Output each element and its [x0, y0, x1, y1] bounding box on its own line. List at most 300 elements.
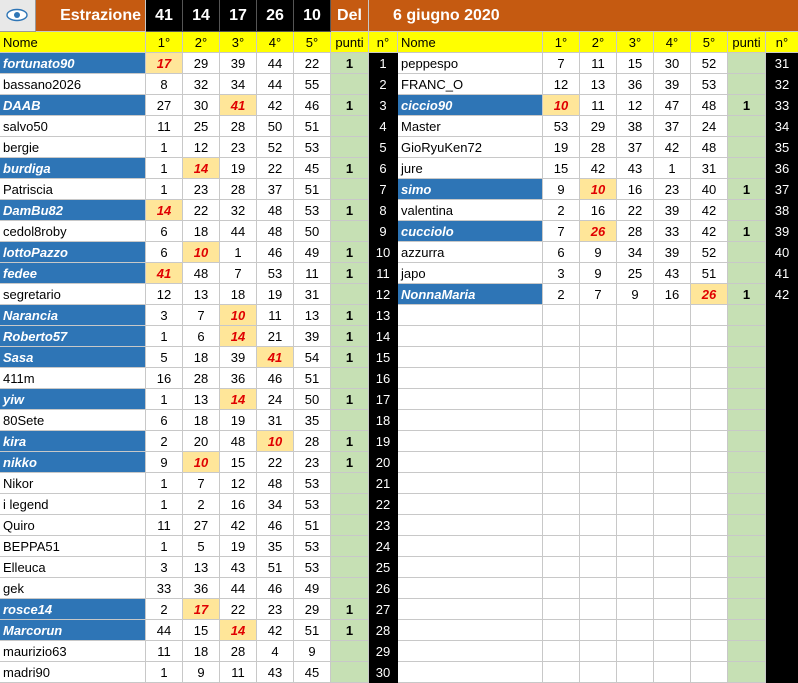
right-empty-cell	[691, 599, 728, 620]
estrazione-label: Estrazione	[36, 0, 146, 32]
player-name: valentina	[398, 200, 543, 221]
player-name: Patriscia	[0, 179, 146, 200]
number-cell: 1	[146, 662, 183, 683]
number-cell: 12	[220, 473, 257, 494]
right-empty-cell	[543, 347, 580, 368]
right-empty-cell	[691, 578, 728, 599]
table-row	[0, 242, 798, 263]
winning-number-cell: 41	[257, 347, 294, 368]
right-empty-name	[398, 515, 543, 536]
right-empty-cell	[580, 389, 617, 410]
player-name: salvo50	[0, 116, 146, 137]
right-empty-cell	[691, 389, 728, 410]
punti-cell	[331, 410, 369, 431]
row-index: 40	[766, 242, 798, 263]
number-cell: 19	[543, 137, 580, 158]
number-cell: 42	[691, 221, 728, 242]
winning-number-cell: 26	[580, 221, 617, 242]
right-empty-cell	[543, 536, 580, 557]
row-index: 34	[766, 116, 798, 137]
punti-cell: 1	[331, 599, 369, 620]
player-name: Quiro	[0, 515, 146, 536]
right-empty-cell	[543, 431, 580, 452]
table-row	[0, 557, 798, 578]
number-cell: 29	[183, 53, 220, 74]
table-row	[0, 536, 798, 557]
number-cell: 50	[294, 221, 331, 242]
right-empty-punti	[728, 599, 766, 620]
right-empty-cell	[617, 641, 654, 662]
row-index: 26	[369, 578, 398, 599]
punti-cell: 1	[331, 431, 369, 452]
winning-number-cell: 10	[220, 305, 257, 326]
right-empty-cell	[617, 305, 654, 326]
right-empty-cell	[617, 473, 654, 494]
number-cell: 23	[220, 137, 257, 158]
punti-cell	[728, 53, 766, 74]
right-empty-punti	[728, 410, 766, 431]
punti-cell	[331, 116, 369, 137]
table-row	[0, 578, 798, 599]
punti-cell: 1	[331, 242, 369, 263]
number-cell: 39	[294, 326, 331, 347]
right-empty-index	[766, 347, 798, 368]
right-empty-index	[766, 515, 798, 536]
number-cell: 28	[220, 641, 257, 662]
header-col-4-right: 4°	[654, 32, 691, 53]
number-cell: 18	[183, 221, 220, 242]
table-row	[0, 347, 798, 368]
player-name: gek	[0, 578, 146, 599]
winning-number-cell: 10	[257, 431, 294, 452]
number-cell: 1	[146, 494, 183, 515]
header-punti-right: punti	[728, 32, 766, 53]
right-empty-punti	[728, 578, 766, 599]
number-cell: 37	[257, 179, 294, 200]
right-empty-index	[766, 494, 798, 515]
right-empty-name	[398, 557, 543, 578]
right-empty-name	[398, 347, 543, 368]
row-index: 8	[369, 200, 398, 221]
number-cell: 25	[617, 263, 654, 284]
number-cell: 12	[617, 95, 654, 116]
table-row	[0, 494, 798, 515]
right-empty-cell	[580, 431, 617, 452]
row-index: 9	[369, 221, 398, 242]
number-cell: 15	[617, 53, 654, 74]
right-empty-cell	[654, 431, 691, 452]
right-empty-cell	[654, 578, 691, 599]
right-empty-punti	[728, 452, 766, 473]
right-empty-name	[398, 578, 543, 599]
winning-number-cell: 41	[146, 263, 183, 284]
punti-cell	[331, 137, 369, 158]
number-cell: 46	[257, 242, 294, 263]
winning-number-cell: 10	[543, 95, 580, 116]
row-index: 38	[766, 200, 798, 221]
number-cell: 1	[220, 242, 257, 263]
right-empty-punti	[728, 347, 766, 368]
number-cell: 44	[220, 221, 257, 242]
right-empty-name	[398, 431, 543, 452]
table-row	[0, 74, 798, 95]
number-cell: 32	[220, 200, 257, 221]
right-empty-index	[766, 578, 798, 599]
punti-cell: 1	[331, 389, 369, 410]
header-index-right: n°	[766, 32, 798, 53]
number-cell: 53	[294, 473, 331, 494]
right-empty-cell	[543, 641, 580, 662]
winning-number-cell: 14	[220, 326, 257, 347]
number-cell: 24	[691, 116, 728, 137]
number-cell: 29	[294, 599, 331, 620]
punti-cell: 1	[331, 326, 369, 347]
right-empty-cell	[654, 536, 691, 557]
player-name: japo	[398, 263, 543, 284]
number-cell: 13	[580, 74, 617, 95]
number-cell: 31	[691, 158, 728, 179]
table-row	[0, 431, 798, 452]
right-empty-cell	[543, 494, 580, 515]
winning-number-cell: 14	[220, 620, 257, 641]
right-empty-cell	[580, 557, 617, 578]
player-name: GioRyuKen72	[398, 137, 543, 158]
number-cell: 7	[580, 284, 617, 305]
header-col-4: 4°	[257, 32, 294, 53]
number-cell: 7	[183, 305, 220, 326]
row-index: 37	[766, 179, 798, 200]
number-cell: 11	[257, 305, 294, 326]
winning-number-cell: 41	[220, 95, 257, 116]
number-cell: 48	[691, 95, 728, 116]
row-index: 19	[369, 431, 398, 452]
number-cell: 28	[220, 116, 257, 137]
player-name: rosce14	[0, 599, 146, 620]
number-cell: 42	[654, 137, 691, 158]
number-cell: 46	[294, 95, 331, 116]
number-cell: 39	[654, 242, 691, 263]
number-cell: 51	[294, 620, 331, 641]
row-index: 10	[369, 242, 398, 263]
punti-cell: 1	[728, 179, 766, 200]
number-cell: 11	[220, 662, 257, 683]
number-cell: 46	[257, 515, 294, 536]
row-index: 16	[369, 368, 398, 389]
right-empty-punti	[728, 641, 766, 662]
player-name: 411m	[0, 368, 146, 389]
row-index: 1	[369, 53, 398, 74]
header-name: Nome	[0, 32, 146, 53]
punti-cell: 1	[331, 305, 369, 326]
right-empty-cell	[543, 557, 580, 578]
right-empty-cell	[543, 410, 580, 431]
punti-cell: 1	[728, 221, 766, 242]
right-empty-cell	[580, 620, 617, 641]
number-cell: 29	[580, 116, 617, 137]
right-empty-name	[398, 536, 543, 557]
row-index: 32	[766, 74, 798, 95]
number-cell: 11	[580, 53, 617, 74]
number-cell: 6	[146, 221, 183, 242]
right-empty-cell	[617, 515, 654, 536]
number-cell: 42	[580, 158, 617, 179]
right-empty-cell	[617, 431, 654, 452]
number-cell: 34	[257, 494, 294, 515]
right-empty-cell	[691, 452, 728, 473]
header-name-right: Nome	[398, 32, 543, 53]
number-cell: 54	[294, 347, 331, 368]
number-cell: 6	[183, 326, 220, 347]
table-row	[0, 473, 798, 494]
number-cell: 22	[257, 158, 294, 179]
player-name: i legend	[0, 494, 146, 515]
number-cell: 42	[257, 620, 294, 641]
right-empty-index	[766, 536, 798, 557]
winning-number-cell: 17	[146, 53, 183, 74]
right-empty-cell	[654, 347, 691, 368]
right-empty-cell	[691, 620, 728, 641]
number-cell: 9	[580, 242, 617, 263]
number-cell: 16	[617, 179, 654, 200]
right-empty-cell	[543, 452, 580, 473]
right-empty-cell	[580, 347, 617, 368]
number-cell: 13	[183, 284, 220, 305]
right-empty-index	[766, 641, 798, 662]
number-cell: 5	[183, 536, 220, 557]
number-cell: 53	[543, 116, 580, 137]
player-name: bassano2026	[0, 74, 146, 95]
right-empty-name	[398, 410, 543, 431]
player-name: peppespo	[398, 53, 543, 74]
number-cell: 46	[257, 368, 294, 389]
player-name: Elleuca	[0, 557, 146, 578]
right-empty-cell	[691, 368, 728, 389]
number-cell: 37	[617, 137, 654, 158]
punti-cell	[728, 158, 766, 179]
punti-cell: 1	[331, 620, 369, 641]
table-row	[0, 410, 798, 431]
number-cell: 51	[294, 515, 331, 536]
table-row	[0, 452, 798, 473]
right-empty-cell	[543, 620, 580, 641]
right-empty-cell	[543, 578, 580, 599]
number-cell: 27	[146, 95, 183, 116]
number-cell: 2	[543, 284, 580, 305]
winning-number-cell: 14	[183, 158, 220, 179]
number-cell: 13	[183, 557, 220, 578]
number-cell: 51	[294, 116, 331, 137]
right-empty-cell	[654, 368, 691, 389]
drawn-number-5: 10	[294, 0, 331, 32]
right-empty-cell	[617, 347, 654, 368]
number-cell: 31	[257, 410, 294, 431]
punti-cell	[331, 74, 369, 95]
player-name: FRANC_O	[398, 74, 543, 95]
right-empty-index	[766, 473, 798, 494]
number-cell: 15	[183, 620, 220, 641]
table-row	[0, 284, 798, 305]
number-cell: 16	[220, 494, 257, 515]
number-cell: 48	[257, 221, 294, 242]
right-empty-cell	[617, 326, 654, 347]
right-empty-cell	[580, 410, 617, 431]
punti-cell	[728, 200, 766, 221]
number-cell: 15	[543, 158, 580, 179]
right-empty-cell	[617, 662, 654, 683]
punti-cell	[331, 536, 369, 557]
player-name: Roberto57	[0, 326, 146, 347]
player-name: jure	[398, 158, 543, 179]
number-cell: 21	[257, 326, 294, 347]
number-cell: 22	[257, 452, 294, 473]
punti-cell	[331, 179, 369, 200]
number-cell: 30	[654, 53, 691, 74]
number-cell: 1	[146, 389, 183, 410]
row-index: 5	[369, 137, 398, 158]
number-cell: 47	[654, 95, 691, 116]
number-cell: 9	[294, 641, 331, 662]
table-row	[0, 620, 798, 641]
right-empty-punti	[728, 305, 766, 326]
number-cell: 1	[146, 137, 183, 158]
winning-number-cell: 10	[183, 242, 220, 263]
drawn-number-1: 41	[146, 0, 183, 32]
punti-cell	[728, 116, 766, 137]
right-empty-cell	[617, 410, 654, 431]
row-index: 33	[766, 95, 798, 116]
row-index: 25	[369, 557, 398, 578]
winning-number-cell: 14	[146, 200, 183, 221]
right-empty-cell	[617, 452, 654, 473]
number-cell: 33	[654, 221, 691, 242]
number-cell: 48	[691, 137, 728, 158]
number-cell: 44	[146, 620, 183, 641]
punti-cell	[728, 74, 766, 95]
right-empty-cell	[580, 452, 617, 473]
number-cell: 18	[183, 641, 220, 662]
number-cell: 51	[257, 557, 294, 578]
number-cell: 16	[580, 200, 617, 221]
number-cell: 3	[543, 263, 580, 284]
row-index: 35	[766, 137, 798, 158]
number-cell: 52	[257, 137, 294, 158]
number-cell: 6	[146, 410, 183, 431]
right-empty-index	[766, 452, 798, 473]
header-col-5: 5°	[294, 32, 331, 53]
table-row	[0, 158, 798, 179]
row-index: 4	[369, 116, 398, 137]
table-row	[0, 116, 798, 137]
number-cell: 1	[146, 158, 183, 179]
right-empty-cell	[617, 599, 654, 620]
winning-number-cell: 17	[183, 599, 220, 620]
number-cell: 23	[294, 452, 331, 473]
right-empty-cell	[691, 515, 728, 536]
number-cell: 42	[691, 200, 728, 221]
header-col-5-right: 5°	[691, 32, 728, 53]
punti-cell: 1	[331, 263, 369, 284]
right-empty-punti	[728, 620, 766, 641]
number-cell: 48	[257, 473, 294, 494]
number-cell: 6	[543, 242, 580, 263]
number-cell: 9	[617, 284, 654, 305]
number-cell: 30	[183, 95, 220, 116]
right-empty-cell	[580, 473, 617, 494]
punti-cell: 1	[331, 95, 369, 116]
row-index: 23	[369, 515, 398, 536]
winning-number-cell: 26	[691, 284, 728, 305]
right-empty-index	[766, 368, 798, 389]
right-empty-cell	[580, 368, 617, 389]
header-row	[0, 32, 798, 53]
number-cell: 20	[183, 431, 220, 452]
drawn-number-2: 14	[183, 0, 220, 32]
right-empty-name	[398, 326, 543, 347]
number-cell: 53	[257, 263, 294, 284]
right-empty-name	[398, 452, 543, 473]
row-index: 31	[766, 53, 798, 74]
right-empty-cell	[617, 494, 654, 515]
row-index: 24	[369, 536, 398, 557]
table-row	[0, 389, 798, 410]
right-empty-cell	[543, 599, 580, 620]
right-empty-cell	[580, 662, 617, 683]
number-cell: 9	[146, 452, 183, 473]
number-cell: 33	[146, 578, 183, 599]
number-cell: 36	[220, 368, 257, 389]
right-empty-cell	[654, 452, 691, 473]
right-empty-cell	[691, 473, 728, 494]
number-cell: 39	[220, 53, 257, 74]
number-cell: 48	[220, 431, 257, 452]
table-row	[0, 200, 798, 221]
number-cell: 5	[146, 347, 183, 368]
right-empty-cell	[580, 305, 617, 326]
number-cell: 49	[294, 578, 331, 599]
number-cell: 23	[257, 599, 294, 620]
number-cell: 9	[183, 662, 220, 683]
number-cell: 1	[654, 158, 691, 179]
number-cell: 48	[183, 263, 220, 284]
right-empty-cell	[580, 536, 617, 557]
player-name: burdiga	[0, 158, 146, 179]
number-cell: 53	[691, 74, 728, 95]
number-cell: 12	[183, 137, 220, 158]
right-empty-index	[766, 599, 798, 620]
number-cell: 44	[257, 74, 294, 95]
right-empty-cell	[543, 368, 580, 389]
number-cell: 53	[294, 200, 331, 221]
right-empty-punti	[728, 662, 766, 683]
number-cell: 11	[146, 515, 183, 536]
right-empty-index	[766, 620, 798, 641]
player-name: madri90	[0, 662, 146, 683]
player-name: azzurra	[398, 242, 543, 263]
right-empty-cell	[691, 431, 728, 452]
punti-cell	[728, 137, 766, 158]
right-empty-cell	[580, 599, 617, 620]
row-index: 17	[369, 389, 398, 410]
row-index: 7	[369, 179, 398, 200]
right-empty-cell	[691, 662, 728, 683]
right-empty-cell	[654, 557, 691, 578]
number-cell: 16	[146, 368, 183, 389]
number-cell: 11	[146, 116, 183, 137]
punti-cell	[331, 221, 369, 242]
number-cell: 2	[183, 494, 220, 515]
right-empty-cell	[654, 326, 691, 347]
number-cell: 27	[183, 515, 220, 536]
